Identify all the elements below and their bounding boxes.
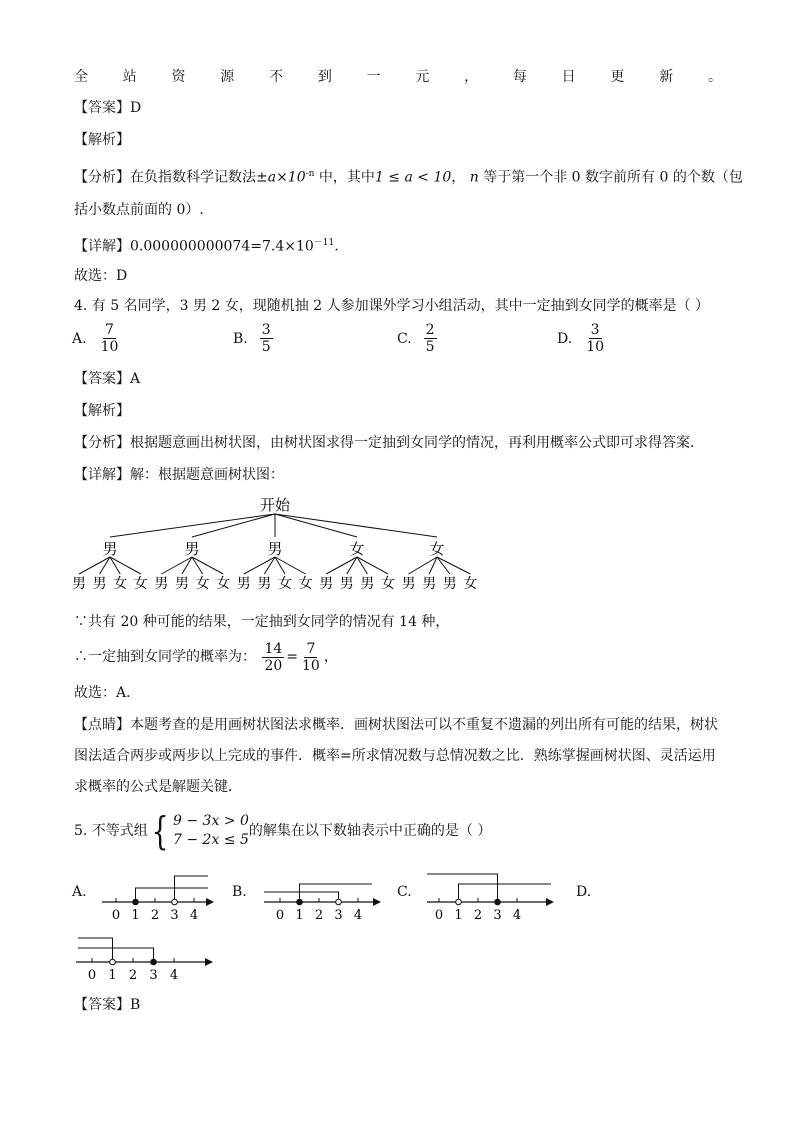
solution-ray	[459, 884, 552, 902]
banner-char: 站	[122, 69, 137, 85]
q5-number-line-b[interactable]	[260, 866, 385, 922]
prob-end: ，	[323, 649, 338, 665]
tree-leaf-node: 男	[236, 576, 251, 592]
xiangjie-tag: 【详解】	[74, 467, 130, 483]
banner-char: 每	[512, 69, 527, 85]
banner-char: 一	[366, 69, 381, 85]
tree-leaf-node: 女	[133, 576, 148, 592]
tree-leaf-node: 女	[463, 576, 478, 592]
axis-tick-label: 0	[111, 908, 121, 922]
dianjing-text: 本题考查的是用画树状图法求概率．画树状图法可以不重复不遗漏的列出所有可能的结果，树状	[130, 717, 718, 733]
axis-tick-label: 4	[169, 968, 179, 983]
solution-ray	[427, 874, 498, 902]
numerator: 2	[425, 322, 435, 338]
fenxi-text: 在负指数科学记数法	[130, 169, 256, 186]
n-variable: n	[469, 169, 479, 186]
q4-option-c[interactable]	[397, 322, 439, 355]
tree-branch-line	[275, 514, 437, 537]
axis-tick-label: 2	[128, 968, 138, 983]
denominator: 5	[261, 339, 271, 355]
banner-char: 。	[707, 69, 722, 85]
tree-leaf-node: 男	[92, 576, 107, 592]
solution-ray	[300, 884, 373, 902]
tree-leaf-node: 女	[381, 576, 395, 592]
tree-leaf-node: 男	[175, 576, 189, 592]
banner-char: 新	[659, 69, 674, 85]
xiangjie-text: 0.000000000074=7.4×10	[130, 238, 314, 255]
numerator: 3	[261, 322, 271, 338]
closed-point	[297, 899, 303, 905]
solution-ray	[78, 948, 154, 962]
choice-text: 故选：D	[74, 268, 128, 284]
axis-tick-label: 4	[353, 908, 363, 922]
axis-arrow-icon	[205, 958, 213, 966]
fenxi-text: 括小数点前面的 0）.	[74, 202, 204, 218]
q4-stem	[74, 296, 709, 316]
q4-therefore	[74, 638, 338, 676]
tree-level1-node: 男	[102, 540, 118, 558]
banner-line	[74, 66, 722, 86]
banner-char: 资	[171, 69, 186, 85]
open-point	[336, 899, 342, 905]
option-fraction	[99, 322, 121, 355]
tree-leaf-node: 女	[298, 576, 313, 592]
option-label: D.	[557, 330, 573, 347]
tree-level1-node: 男	[267, 540, 283, 558]
solution-ray	[136, 888, 209, 902]
prob-fraction-1	[262, 641, 284, 674]
fenxi-tag: 【分析】	[74, 169, 130, 186]
tree-branch-line	[192, 514, 275, 537]
q3-answer-line	[74, 98, 141, 118]
tree-branch-line	[110, 514, 275, 537]
q3-analysis-tag	[74, 130, 130, 150]
option-fraction	[424, 322, 437, 355]
q4-choice	[74, 683, 140, 703]
therefore-text: ∴一定抽到女同学的概率为：	[74, 649, 256, 665]
tree-root-label: 开始	[259, 496, 291, 514]
denominator: 10	[100, 339, 119, 355]
q4-xiangjie-line	[74, 465, 284, 485]
axis-arrow-icon	[546, 898, 554, 906]
q5-option-b-label[interactable]: B.	[232, 884, 247, 900]
option-label: A.	[72, 330, 87, 347]
solution-ray	[175, 876, 209, 902]
open-point	[456, 899, 462, 905]
banner-char: 全	[74, 69, 88, 85]
axis-tick-label: 1	[295, 908, 304, 922]
q5-stem	[74, 810, 491, 852]
equals-sign: =	[286, 649, 299, 665]
closed-point	[495, 899, 501, 905]
tree-leaf-node: 男	[339, 576, 354, 592]
closed-point	[151, 959, 157, 965]
banner-char: 源	[220, 69, 235, 85]
q4-dianjing-line-2	[74, 746, 716, 766]
numerator: 3	[590, 322, 600, 338]
tree-leaf-node: 女	[113, 576, 128, 592]
banner-char: 更	[610, 69, 625, 85]
tree-level1-node: 女	[429, 540, 445, 558]
axis-tick-label: 4	[512, 908, 522, 922]
banner-char: ，	[464, 69, 479, 85]
tree-leaf-node: 男	[401, 576, 416, 592]
xiangjie-exponent: －11	[313, 238, 335, 248]
axis-tick-label: 3	[493, 908, 502, 922]
xiangjie-text: 解：根据题意画树状图：	[130, 467, 284, 483]
axis-tick-label: 3	[334, 908, 343, 922]
fenxi-text: 等于第一个非 0 数字前所有 0 的个数（包	[483, 169, 743, 186]
q3-choice	[74, 266, 127, 286]
answer-value: D	[130, 100, 142, 116]
q4-dianjing-line-3	[74, 777, 242, 797]
banner-char: 到	[317, 69, 332, 85]
tree-leaf-node: 男	[72, 576, 86, 592]
axis-tick-label: 3	[149, 968, 158, 983]
q3-fenxi-line-2	[74, 200, 204, 220]
axis-tick-label: 1	[108, 968, 117, 983]
q5-number-line-d[interactable]	[72, 930, 217, 988]
answer-tag: 【答案】	[74, 997, 130, 1013]
q4-analysis-tag	[74, 401, 130, 421]
solution-ray	[78, 938, 113, 962]
q5-answer-line	[74, 995, 140, 1015]
fenxi-tag: 【分析】	[74, 435, 130, 451]
option-fraction	[584, 322, 606, 355]
banner-char: 不	[269, 69, 284, 85]
inequality-2: 7 − 2x ≤ 5	[173, 832, 249, 848]
banner-char: 元	[415, 69, 430, 85]
axis-tick-label: 4	[189, 908, 199, 922]
sci-notation-exponent: -n	[305, 169, 315, 179]
q4-fenxi-line	[74, 433, 704, 453]
tree-diagram	[0, 490, 794, 595]
choice-text: 故选：A．	[74, 685, 141, 701]
sci-notation-formula: ±a×10	[256, 169, 306, 186]
brace-icon: {	[151, 809, 169, 853]
denominator: 10	[586, 339, 605, 355]
axis-tick-label: 0	[87, 968, 97, 983]
tree-leaf-node: 男	[422, 576, 437, 592]
axis-arrow-icon	[373, 898, 381, 906]
axis-tick-label: 3	[170, 908, 179, 922]
dianjing-text: 图法适合两步或两步以上完成的事件．概率=所求情况数与总情况数之比．熟练掌握画树状图、灵活运用	[74, 748, 716, 764]
because-text: ∵共有 20 种可能的结果，一定抽到女同学的情况有 14 种，	[74, 614, 450, 630]
tree-leaf-node: 男	[360, 576, 375, 592]
inequality-1: 9 − 3x > 0	[173, 813, 249, 829]
q4-option-a[interactable]	[72, 322, 122, 355]
analysis-tag: 【解析】	[74, 132, 130, 148]
banner-char: 日	[561, 69, 576, 85]
open-point	[110, 959, 116, 965]
tree-leaf-node: 女	[195, 576, 210, 592]
tree-leaf-node: 男	[319, 576, 334, 592]
tree-leaf-node: 女	[278, 576, 292, 592]
tree-leaf-node: 男	[257, 576, 272, 592]
answer-tag: 【答案】	[74, 100, 130, 116]
q5-option-d-label[interactable]: D.	[576, 884, 592, 900]
dianjing-tag: 【点睛】	[74, 717, 130, 733]
axis-tick-label: 1	[131, 908, 140, 922]
option-label: C.	[397, 330, 412, 347]
fenxi-text: 中，其中	[318, 169, 375, 186]
axis-tick-label: 0	[434, 908, 444, 922]
xiangjie-end: .	[334, 238, 339, 255]
tree-branch-line	[244, 557, 275, 574]
tree-leaf-node: 女	[216, 576, 231, 592]
axis-tick-label: 2	[150, 908, 160, 922]
open-point	[172, 899, 178, 905]
q5-number-line-a[interactable]	[98, 866, 218, 922]
q4-option-d[interactable]	[557, 322, 608, 355]
dianjing-text: 求概率的公式是解题关键．	[74, 779, 242, 795]
tree-level1-node: 女	[349, 540, 365, 558]
q5-number-line-c[interactable]	[423, 862, 558, 922]
q5-option-c-label[interactable]: C.	[397, 884, 412, 900]
tree-branch-line	[437, 557, 450, 574]
fenxi-text: ，	[451, 169, 466, 186]
tree-branch-line	[437, 557, 470, 574]
axis-tick-label: 1	[454, 908, 463, 922]
denominator: 10	[302, 657, 320, 674]
axis-tick-label: 0	[275, 908, 285, 922]
tree-leaf-node: 男	[154, 576, 169, 592]
answer-value: A	[130, 371, 141, 387]
prob-fraction-2	[300, 641, 322, 674]
tree-level1-node: 男	[184, 540, 200, 558]
fenxi-text: 根据题意画出树状图，由树状图求得一定抽到女同学的情况，再利用概率公式即可求得答案．	[130, 435, 704, 451]
q5-option-a-label[interactable]: A.	[72, 884, 87, 900]
xiangjie-tag: 【详解】	[74, 238, 130, 255]
axis-arrow-icon	[206, 898, 214, 906]
option-fraction	[260, 322, 273, 355]
tree-branch-line	[192, 557, 223, 574]
analysis-tag: 【解析】	[74, 403, 130, 419]
q4-because	[74, 612, 449, 632]
answer-tag: 【答案】	[74, 371, 130, 387]
tree-branch-line	[275, 514, 357, 537]
inequality-system	[148, 809, 249, 853]
axis-tick-label: 2	[314, 908, 324, 922]
denominator: 20	[264, 657, 283, 674]
numerator: 14	[264, 640, 283, 657]
answer-value: B	[130, 997, 141, 1013]
q4-option-b[interactable]	[233, 322, 275, 355]
range-formula: 1 ≤ a < 10	[374, 169, 452, 186]
numerator: 7	[306, 640, 316, 657]
q3-xiangjie-line	[74, 233, 339, 257]
question-stem-suffix: 的解集在以下数轴表示中正确的是（ ）	[248, 823, 492, 839]
closed-point	[133, 899, 139, 905]
numerator: 7	[105, 322, 114, 338]
option-label: B.	[233, 330, 248, 347]
denominator: 5	[425, 339, 435, 355]
q4-answer-line	[74, 369, 140, 389]
question-stem: 4. 有 5 名同学，3 男 2 女，现随机抽 2 人参加课外学习小组活动，其中一定抽到女同学的概率是（ ）	[74, 298, 710, 314]
tree-leaf-node: 男	[442, 576, 457, 592]
q4-dianjing-line-1	[74, 715, 718, 735]
q3-fenxi-line	[74, 164, 743, 188]
axis-tick-label: 2	[473, 908, 483, 922]
question-stem-prefix: 5. 不等式组	[74, 823, 148, 839]
